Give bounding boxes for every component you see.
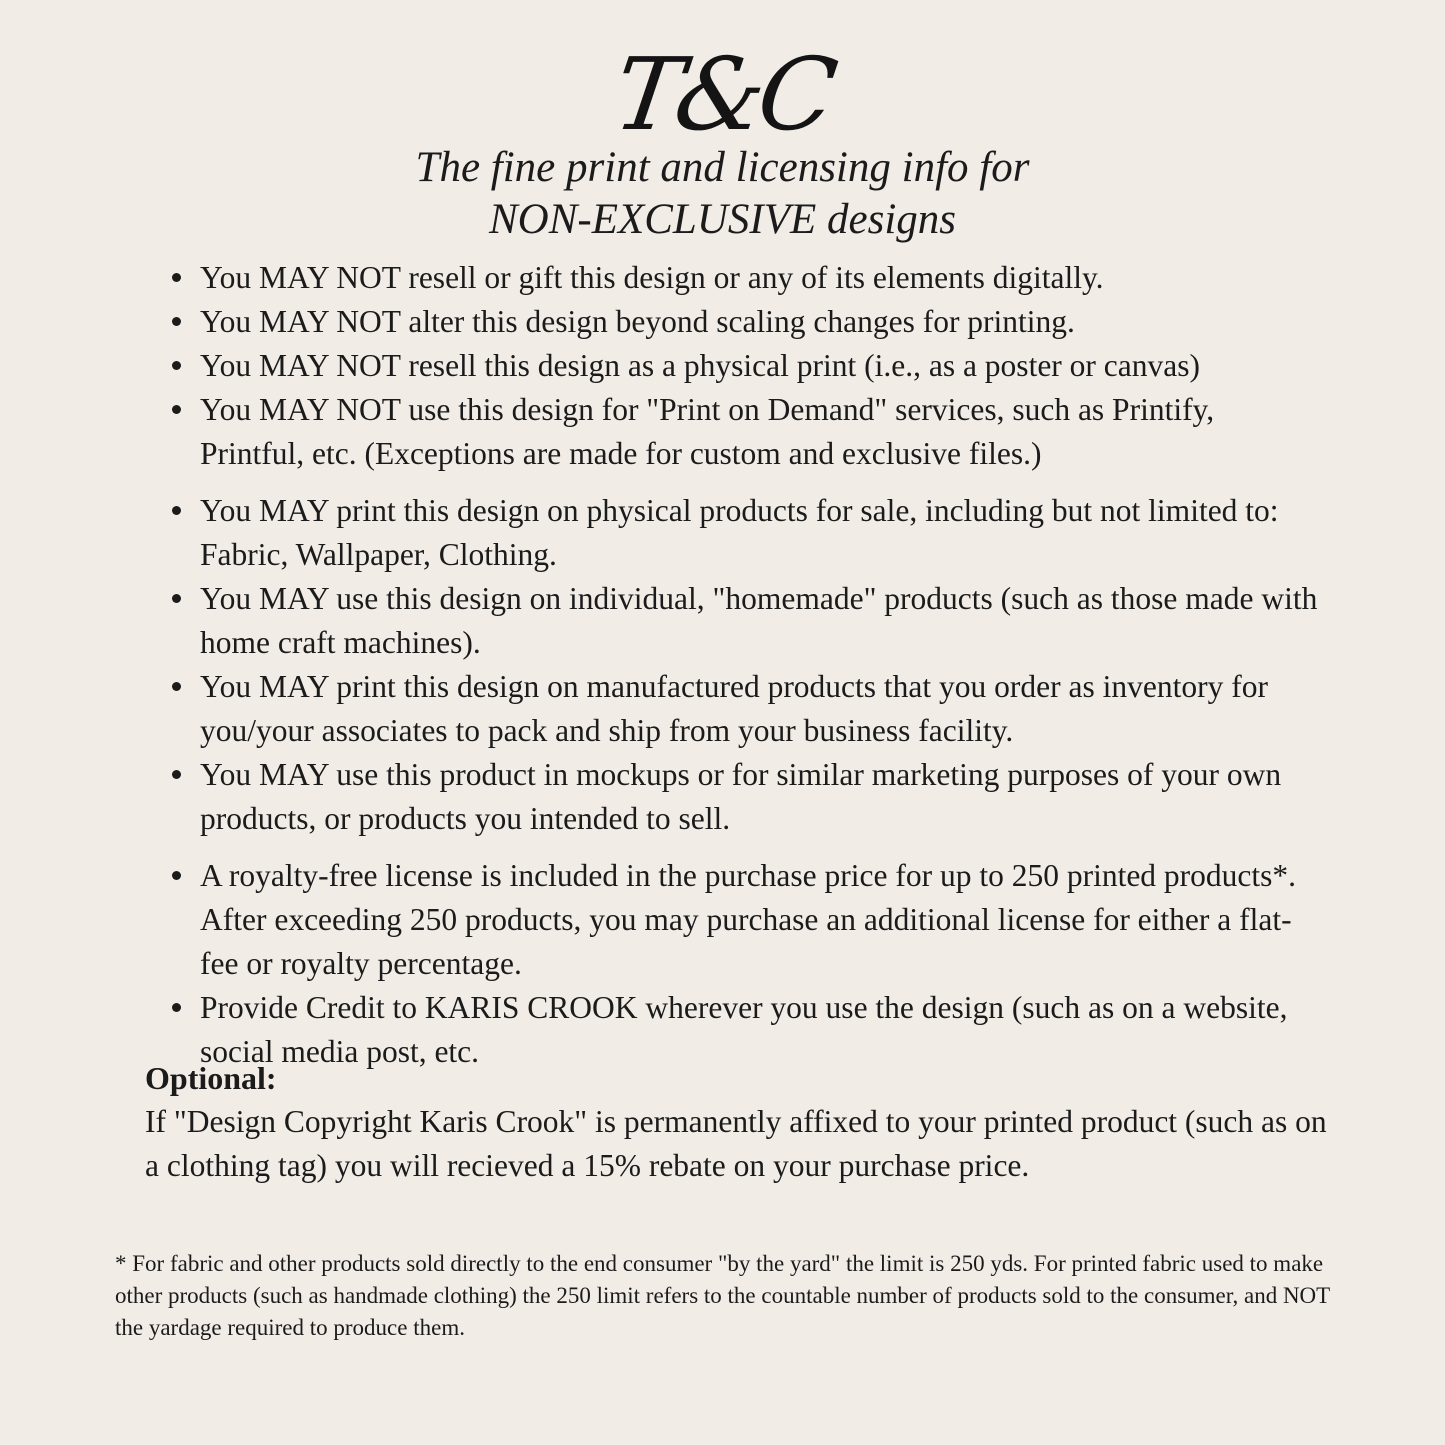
footnote: * For fabric and other products sold directly to the end consumer "by the yard" the limit is 250 yds. For printed fabric used to make other products (such as handmade clothing) the 250 limit refers to the countable number of products sold to the consumer, and NOT the yardage required to produce them. [115,1251,1330,1340]
tc-logo: T&C [607,36,838,153]
rule-item: Provide Credit to KARIS CROOK wherever you use the design (such as on a website, social media post, etc. [160,986,1320,1074]
rule-item: You MAY NOT resell this design as a physical print (i.e., as a poster or canvas) [160,344,1320,388]
subtitle-line-1: The fine print and licensing info for [415,144,1030,191]
license-rules-list [160,256,1320,1074]
rule-item: You MAY use this product in mockups or for similar marketing purposes of your own products, or products you intended to sell. [160,753,1320,841]
optional-text: If "Design Copyright Karis Crook" is permanently affixed to your printed product (such as on a clothing tag) you will recieved a 15% rebate on your purchase price. [145,1104,1327,1183]
rule-item: A royalty-free license is included in the purchase price for up to 250 printed products*. After exceeding 250 products, you may purchase an additional license for either a flat-fee or royalty percentage. [160,854,1320,986]
subtitle-line-2: NON-EXCLUSIVE designs [488,196,957,243]
rule-item: You MAY NOT alter this design beyond scaling changes for printing. [160,300,1320,344]
rule-item: You MAY NOT use this design for "Print on Demand" services, such as Printify, Printful, etc. (Exceptions are made for custom and exclusive files.) [160,388,1320,476]
subtitle [0,142,1445,246]
rule-item: You MAY NOT resell or gift this design or any of its elements digitally. [160,256,1320,300]
optional-heading: Optional: [145,1060,277,1096]
optional-section [145,1056,1345,1188]
rule-item: You MAY print this design on physical products for sale, including but not limited to: Fabric, Wallpaper, Clothing. [160,489,1320,577]
rule-item: You MAY print this design on manufactured products that you order as inventory for you/your associates to pack and ship from your business facility. [160,665,1320,753]
rule-item: You MAY use this design on individual, "homemade" products (such as those made with home craft machines). [160,577,1320,665]
